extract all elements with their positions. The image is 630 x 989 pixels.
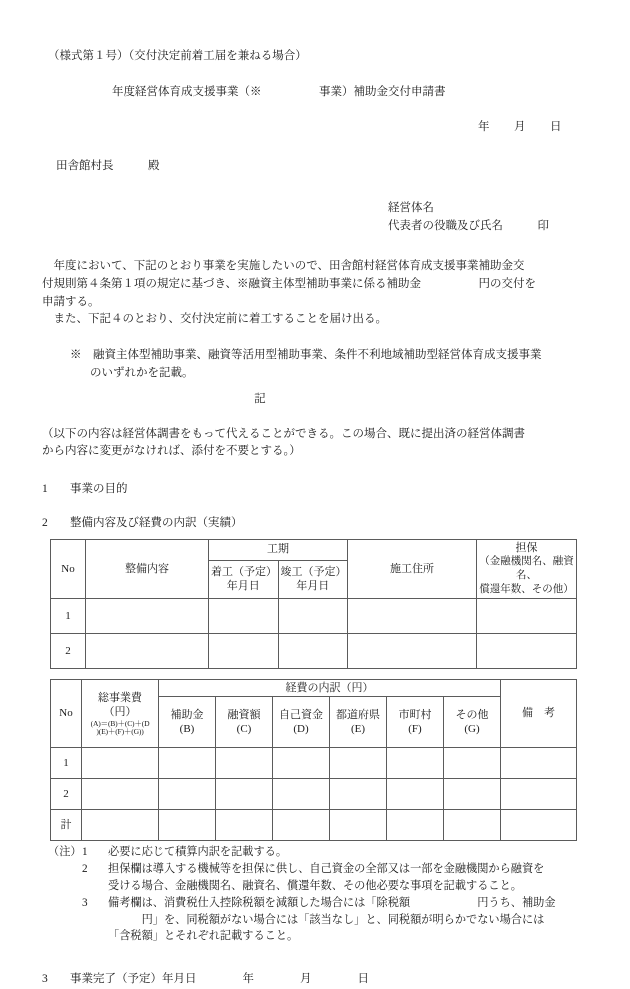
table-row — [51, 779, 577, 810]
table-row — [51, 633, 577, 668]
header-other-code: (G) — [464, 723, 480, 736]
cell-content[interactable] — [86, 598, 209, 633]
section-3 — [42, 971, 588, 989]
cell-loan[interactable] — [216, 748, 273, 779]
header-collateral-sub2: 償還年数、その他） — [479, 584, 574, 596]
document-body — [42, 48, 588, 989]
expense-table-head — [51, 679, 577, 748]
header-total-main: 総事業費 — [98, 691, 142, 704]
header-prefecture — [330, 697, 387, 748]
table-row — [51, 748, 577, 779]
row-no: 1 — [51, 748, 82, 779]
footnote-index: 3 — [82, 896, 88, 909]
header-total — [82, 679, 159, 748]
cell-other[interactable] — [444, 810, 501, 841]
cell-collateral[interactable] — [477, 598, 577, 633]
paren-note — [42, 426, 588, 462]
maintenance-table-body — [51, 598, 577, 668]
header-collateral — [477, 539, 577, 598]
expense-table — [50, 679, 577, 842]
footnotes — [48, 844, 588, 945]
cell-address[interactable] — [348, 598, 477, 633]
section-3-title: 事業完了（予定）年月日 年 月 日 — [70, 973, 369, 986]
footnote-3-line1: 備考欄は、消費税仕入控除税額を減額した場合には「除税額 円うち、補助金 — [108, 896, 556, 909]
header-end — [278, 560, 348, 598]
header-subsidy-code: (B) — [179, 723, 195, 736]
header-no: No — [51, 539, 86, 598]
table-row — [51, 598, 577, 633]
cell-loan[interactable] — [216, 779, 273, 810]
maintenance-table-head — [51, 539, 577, 598]
footnote-index: 1 — [82, 846, 88, 859]
header-municipality — [387, 697, 444, 748]
star-note-text1: 融資主体型補助事業、融資等活用型補助事業、条件不利地域補助型経営体育成支援事業 — [93, 349, 542, 362]
section-1 — [42, 481, 588, 499]
header-loan-code: (C) — [236, 723, 252, 736]
cell-content[interactable] — [86, 633, 209, 668]
header-loan-main: 融資額 — [227, 708, 261, 721]
date-line: 年 月 日 — [478, 120, 562, 133]
paren-note-line2: から内容に変更がなければ、添付を不要とする。） — [42, 445, 301, 458]
body-paragraph-2: また、下記４のとおり、交付決定前に着工することを届け出る。 — [42, 313, 387, 326]
header-period-group: 工期 — [209, 539, 348, 560]
cell-end[interactable] — [278, 633, 348, 668]
header-collateral-sub1: （金融機関名、融資名、 — [479, 556, 574, 582]
cell-prefecture[interactable] — [330, 810, 387, 841]
star-note-line1 — [70, 347, 588, 365]
header-remarks: 備 考 — [501, 679, 577, 748]
body-p1-line2: 付規則第４条第１項の規定に基づき、※融資主体型補助事業に係る補助金 円の交付を — [42, 277, 537, 290]
footnote-text — [108, 844, 588, 861]
header-other-main: その他 — [455, 708, 489, 721]
header-start-sub: 年月日 — [226, 580, 260, 593]
star-note-line2: のいずれかを記載。 — [90, 366, 194, 379]
page-title: 年度経営体育成支援事業（※ 事業）補助金交付申請書 — [112, 85, 446, 98]
body-paragraph-1 — [42, 258, 588, 329]
row-no: 2 — [51, 633, 86, 668]
footnote-item — [48, 844, 588, 861]
cell-municipality[interactable] — [387, 779, 444, 810]
cell-other[interactable] — [444, 779, 501, 810]
header-address: 施工住所 — [348, 539, 477, 598]
row-total-label: 計 — [51, 810, 82, 841]
cell-subsidy[interactable] — [159, 779, 216, 810]
cell-own-funds[interactable] — [273, 810, 330, 841]
header-own-funds — [273, 697, 330, 748]
cell-municipality[interactable] — [387, 748, 444, 779]
cell-subsidy[interactable] — [159, 810, 216, 841]
cell-remarks[interactable] — [501, 779, 577, 810]
header-total-formula-line2: )(E)＋(F)＋(G)) — [96, 727, 144, 737]
header-total-unit: （円） — [103, 706, 137, 719]
header-subsidy-main: 補助金 — [170, 708, 204, 721]
header-municipality-main: 市町村 — [398, 708, 432, 721]
row-no: 2 — [51, 779, 82, 810]
form-number: （様式第１号）（交付決定前着工届を兼ねる場合） — [48, 50, 307, 62]
footnote-3-line3: 「含税額」とそれぞれ記載すること。 — [108, 930, 299, 943]
header-start — [209, 560, 279, 598]
header-no: No — [51, 679, 82, 748]
footnote-3-line2: 円」を、同税額がない場合には「該当なし」と、同税額が明らかでない場合には — [141, 913, 545, 926]
section-3-number: 3 — [42, 973, 48, 986]
footnote-text — [108, 895, 588, 945]
header-end-main: 竣工（予定） — [280, 565, 347, 578]
footnote-2-line2: 受ける場合、金融機関名、融資名、償還年数、その他必要な事項を記載すること。 — [108, 880, 522, 893]
cell-total[interactable] — [82, 779, 159, 810]
section-2-number: 2 — [42, 517, 48, 529]
row-no: 1 — [51, 598, 86, 633]
section-1-title: 事業の目的 — [70, 483, 128, 496]
star-marker: ※ — [70, 349, 82, 362]
header-municipality-code: (F) — [408, 723, 422, 736]
applicant-block — [42, 200, 588, 236]
maintenance-table — [50, 539, 577, 669]
cell-prefecture[interactable] — [330, 748, 387, 779]
body-p1-line3: 申請する。 — [42, 295, 100, 308]
entity-name-label: 経営体名 — [388, 202, 434, 215]
footnote-2-line1: 担保欄は導入する機械等を担保に供し、自己資金の全部又は一部を金融機関から融資を — [108, 863, 545, 876]
footnote-item — [48, 861, 588, 895]
cell-prefecture[interactable] — [330, 779, 387, 810]
section-2-title: 整備内容及び経費の内訳（実績） — [70, 517, 243, 529]
footnote-text — [108, 861, 588, 895]
header-end-sub: 年月日 — [296, 580, 330, 593]
footnote-index: 2 — [82, 863, 88, 876]
star-note — [42, 347, 588, 383]
maintenance-header-row-1 — [51, 539, 577, 560]
section-1-number: 1 — [42, 483, 48, 496]
header-start-main: 着工（予定） — [211, 565, 277, 578]
cell-end[interactable] — [278, 598, 348, 633]
cell-municipality[interactable] — [387, 810, 444, 841]
header-collateral-main: 担保 — [515, 541, 538, 554]
body-p1-line1: 年度において、下記のとおり事業を実施したいので、田舎館村経営体育成支援事業補助金交 — [42, 259, 525, 272]
footnotes-label: （注） — [48, 846, 82, 859]
paren-note-line1: （以下の内容は経営体調書をもって代えることができる。この場合、既に提出済の経営体調書 — [42, 427, 525, 440]
header-total-formula-line1: (A)＝(B)＋(C)＋(D — [90, 718, 150, 728]
expense-header-row-1 — [51, 679, 577, 697]
cell-own-funds[interactable] — [273, 748, 330, 779]
header-other — [444, 697, 501, 748]
header-prefecture-main: 都道府県 — [336, 708, 380, 721]
cell-address[interactable] — [348, 633, 477, 668]
ki-marker: 記 — [254, 392, 266, 405]
header-own-funds-main: 自己資金 — [279, 708, 323, 721]
table-row-total — [51, 810, 577, 841]
header-content: 整備内容 — [86, 539, 209, 598]
footnote-1-line1: 必要に応じて積算内訳を記載する。 — [108, 846, 288, 859]
representative-label: 代表者の役職及び氏名 印 — [388, 220, 549, 233]
cell-remarks[interactable] — [501, 810, 577, 841]
cell-own-funds[interactable] — [273, 779, 330, 810]
cell-loan[interactable] — [216, 810, 273, 841]
header-subsidy — [159, 697, 216, 748]
cell-subsidy[interactable] — [159, 748, 216, 779]
cell-start[interactable] — [209, 633, 279, 668]
footnote-item — [48, 895, 588, 945]
header-loan — [216, 697, 273, 748]
addressee: 田舎館村長 殿 — [56, 160, 160, 173]
section-2 — [42, 515, 588, 533]
cell-other[interactable] — [444, 748, 501, 779]
header-breakdown-group: 経費の内訳（円） — [159, 679, 501, 697]
cell-total[interactable] — [82, 748, 159, 779]
cell-collateral[interactable] — [477, 633, 577, 668]
header-own-funds-code: (D) — [293, 723, 309, 736]
expense-table-body — [51, 748, 577, 841]
cell-total[interactable] — [82, 810, 159, 841]
cell-remarks[interactable] — [501, 748, 577, 779]
header-prefecture-code: (E) — [350, 723, 366, 736]
cell-start[interactable] — [209, 598, 279, 633]
